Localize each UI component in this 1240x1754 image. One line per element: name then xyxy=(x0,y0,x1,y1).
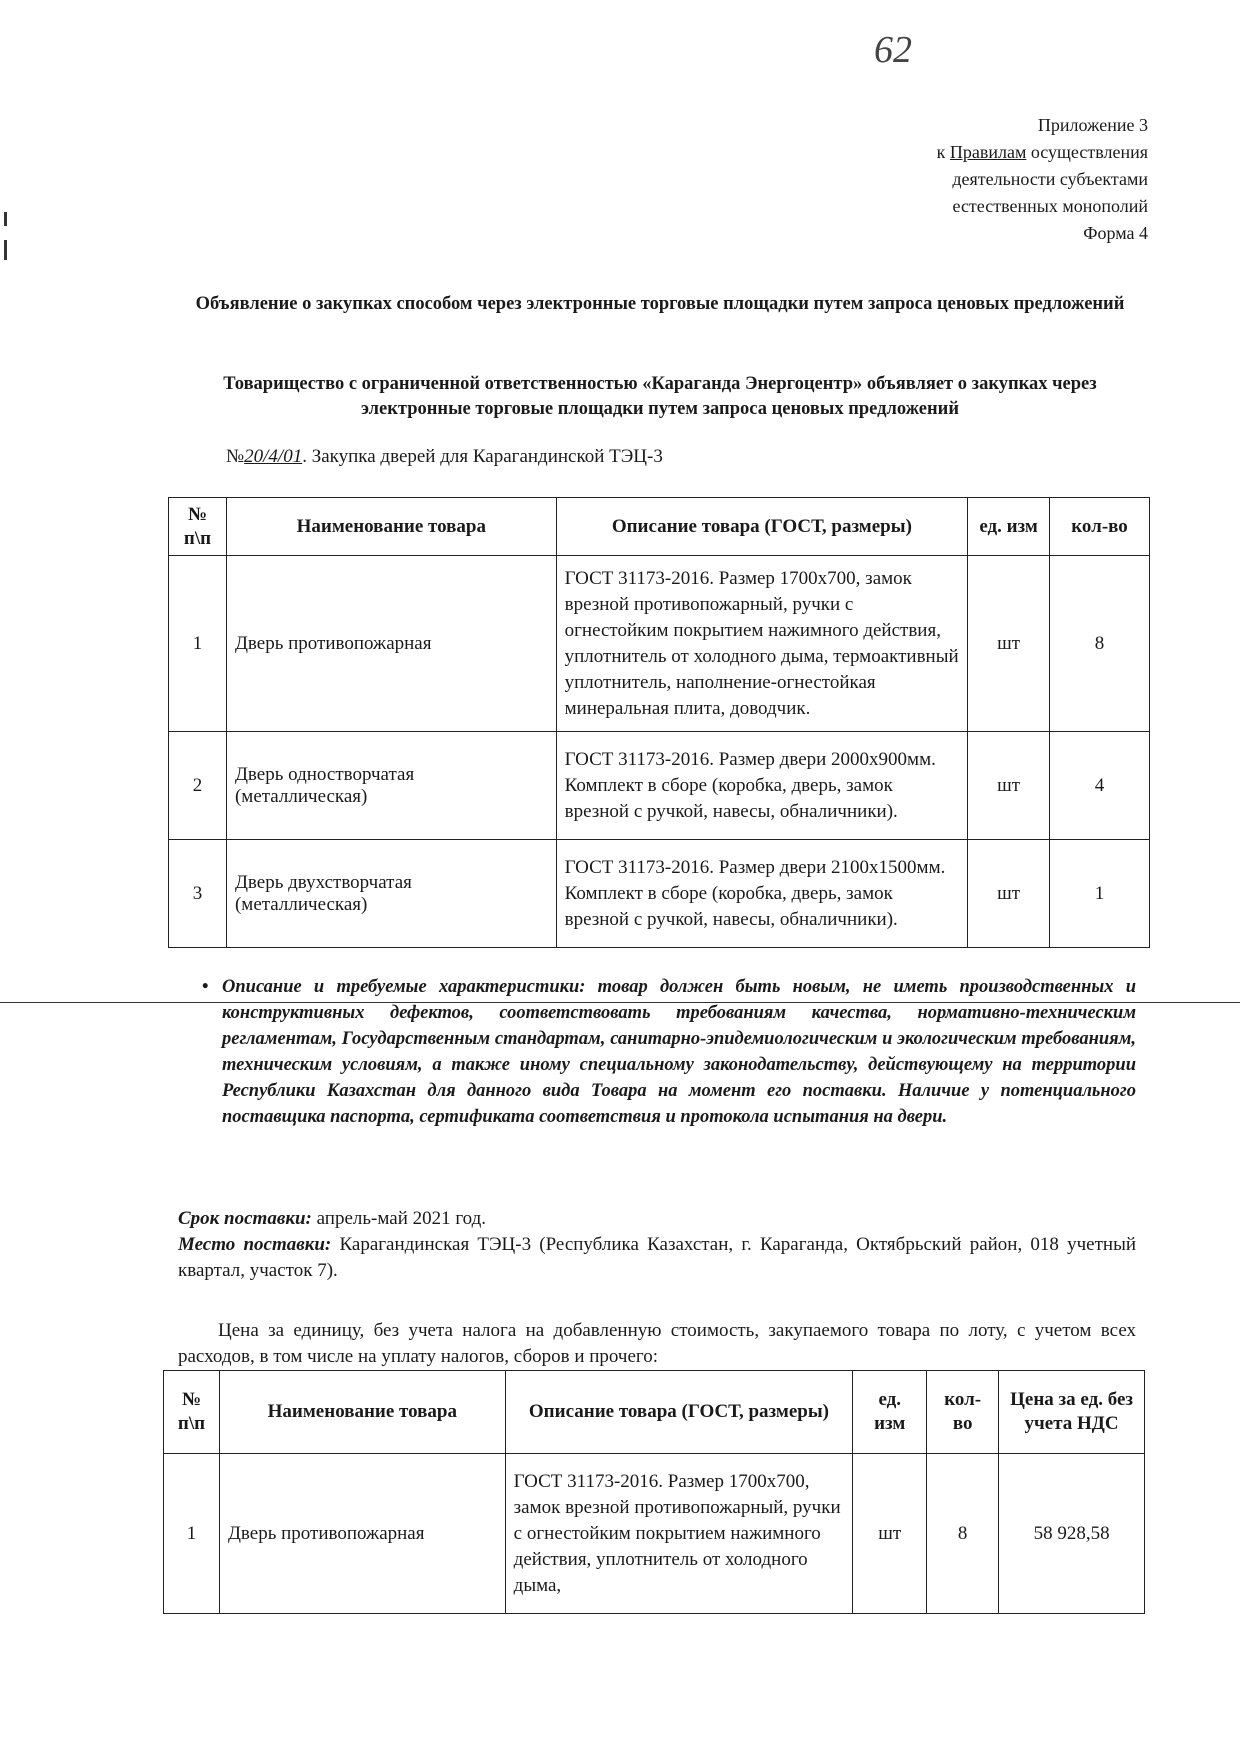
quantity: 4 xyxy=(1050,732,1150,840)
goods-table xyxy=(168,497,1150,948)
appendix-line: деятельности субъектами xyxy=(952,169,1148,189)
table-header-row xyxy=(164,1371,1145,1454)
quantity: 1 xyxy=(1050,840,1150,948)
appendix-header xyxy=(937,112,1148,247)
row-number: 1 xyxy=(164,1454,220,1614)
goods-description: ГОСТ 31173-2016. Размер двери 2000х900мм. Комплект в сборе (коробка, дверь, замок врезной с ручкой, навесы, обналичники). xyxy=(556,732,968,840)
table-row xyxy=(169,556,1150,732)
quantity: 8 xyxy=(1050,556,1150,732)
table-row xyxy=(169,840,1150,948)
delivery-place: Место поставки: Карагандинская ТЭЦ-3 (Республика Казахстан, г. Караганда, Октябрьский район, 018 учетный квартал, участок 7). xyxy=(178,1234,1137,1281)
goods-description: ГОСТ 31173-2016. Размер двери 2100х1500мм. Комплект в сборе (коробка, дверь, замок врезной с ручкой, навесы, обналичники). xyxy=(556,840,968,948)
row-number: 3 xyxy=(169,840,227,948)
goods-name: Дверь противопожарная xyxy=(226,556,556,732)
scan-edge-mark xyxy=(4,240,7,260)
col-header: Описание товара (ГОСТ, размеры) xyxy=(505,1371,853,1454)
price-table xyxy=(163,1370,1145,1614)
table-row xyxy=(164,1454,1145,1614)
lot-number: 20/4/01 xyxy=(244,446,303,467)
table-header-row xyxy=(169,498,1150,556)
col-header: № п\п xyxy=(164,1371,220,1454)
unit-price: 58 928,58 xyxy=(999,1454,1145,1614)
appendix-line: естественных монополий xyxy=(952,196,1148,216)
col-header: кол-во xyxy=(1050,498,1150,556)
appendix-line: Приложение 3 xyxy=(1037,115,1148,135)
rules-link[interactable]: Правилам xyxy=(949,142,1027,162)
delivery-term: Срок поставки: апрель-май 2021 год. xyxy=(178,1208,487,1229)
company-announcement: Товарищество с ограниченной ответственностью «Караганда Энергоцентр» объявляет о закупках через электронные торговые площадки путем запроса ценовых предложений xyxy=(223,374,1097,419)
table-row xyxy=(169,732,1150,840)
requirements-bullet xyxy=(202,974,1136,1130)
unit: шт xyxy=(968,556,1050,732)
col-header: ед. изм xyxy=(853,1371,927,1454)
col-header: Цена за ед. без учета НДС xyxy=(999,1371,1145,1454)
quantity: 8 xyxy=(927,1454,999,1614)
unit: шт xyxy=(853,1454,927,1614)
form-number: Форма 4 xyxy=(1083,223,1148,243)
bullet-icon: • xyxy=(202,977,209,997)
row-number: 2 xyxy=(169,732,227,840)
col-header: № п\п xyxy=(169,498,227,556)
handwritten-page-number: 62 xyxy=(874,29,912,71)
lot-line: №20/4/01. Закупка дверей для Карагандинской ТЭЦ-3 xyxy=(226,446,663,467)
goods-description: ГОСТ 31173-2016. Размер 1700х700, замок врезной противопожарный, ручки с огнестойким покрытием нажимного действия, уплотнитель от холодного дыма, xyxy=(505,1454,853,1614)
scan-edge-mark xyxy=(4,212,7,226)
col-header: ед. изм xyxy=(968,498,1050,556)
col-header: кол-во xyxy=(927,1371,999,1454)
goods-name: Дверь одностворчатая (металлическая) xyxy=(226,732,556,840)
delivery-info xyxy=(178,1206,1136,1284)
col-header: Наименование товара xyxy=(226,498,556,556)
row-number: 1 xyxy=(169,556,227,732)
appendix-line: к Правилам осуществления xyxy=(936,142,1148,162)
requirements-text: Описание и требуемые характеристики: товар должен быть новым, не иметь производственных и конструктивных дефектов, соответствовать требованиям качества, нормативно-техническим регламентам, Государственным стандартам, санитарно-эпидемиологическим и экологическим требованиям, техническим условиям, а также иному специальному законодательству, действующему на территории Республики Казахстан для данного вида Товара на момент его поставки. Наличие у потенциального поставщика паспорта, сертификата соответствия и протокола испытания на двери. xyxy=(222,977,1136,1127)
goods-name: Дверь противопожарная xyxy=(219,1454,505,1614)
price-paragraph: Цена за единицу, без учета налога на добавленную стоимость, закупаемого товара по лоту, с учетом всех расходов, в том числе на уплату налогов, сборов и прочего: xyxy=(178,1320,1136,1367)
unit: шт xyxy=(968,732,1050,840)
announcement-title: Объявление о закупках способом через электронные торговые площадки путем запроса ценовых предложений xyxy=(195,294,1125,314)
goods-description: ГОСТ 31173-2016. Размер 1700х700, замок врезной противопожарный, ручки с огнестойким покрытием нажимного действия, уплотнитель от холодного дыма, термоактивный уплотнитель, наполнение-огнестойкая минеральная плита, доводчик. xyxy=(556,556,968,732)
col-header: Наименование товара xyxy=(219,1371,505,1454)
unit: шт xyxy=(968,840,1050,948)
col-header: Описание товара (ГОСТ, размеры) xyxy=(556,498,968,556)
goods-name: Дверь двухстворчатая (металлическая) xyxy=(226,840,556,948)
